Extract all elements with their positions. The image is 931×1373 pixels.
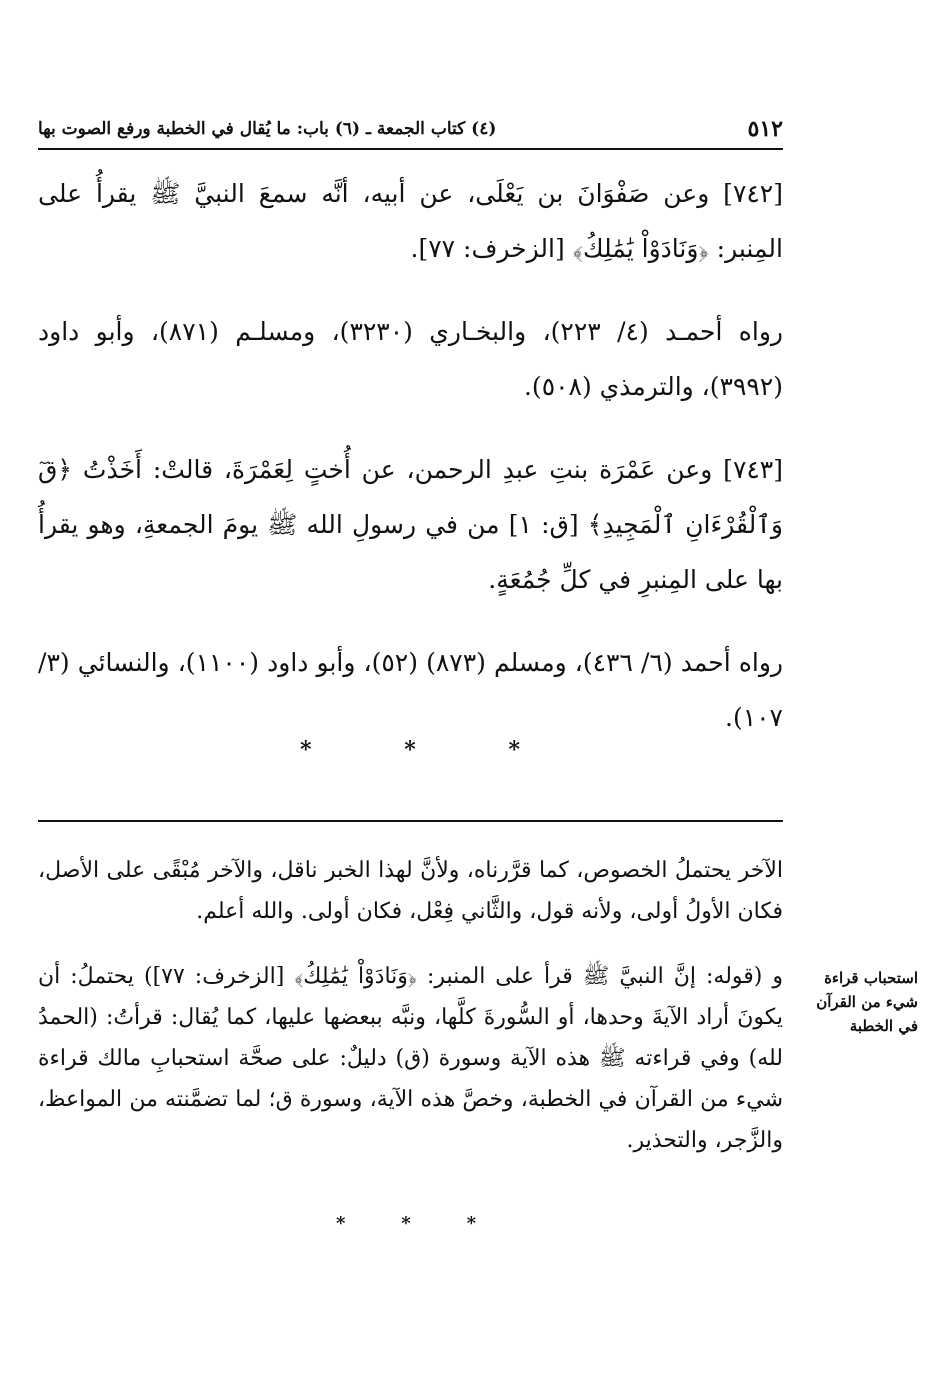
hadith-742-sources: رواه أحمـد (٤/ ٢٢٣)، والبخـاري (٣٢٣٠)، ومسلـم (٨٧١)، وأبو داود (٣٩٩٢)، والترمذي (٥٠٨). [38, 317, 783, 401]
separator-star: * [404, 737, 416, 763]
hadith-742: [٧٤٢] وعن صَفْوَانَ بن يَعْلَى، عن أبيه، أنَّه سمعَ النبيَّ ﷺ يقرأُ على المِنبر: ﴿وَنَادَوْاْ يَٰمَٰلِكُ﴾ [الزخرف: ٧٧]. [38, 179, 783, 263]
commentary-rule [38, 820, 783, 822]
separator-star: * [300, 737, 312, 763]
page-number: ٥١٢ [747, 116, 783, 142]
margin-note: استحباب قراءة شيء من القرآن في الخطبة [816, 969, 918, 1035]
running-title: (٤) كتاب الجمعة ـ (٦) باب: ما يُقال في الخطبة ورفع الصوت بها [38, 119, 497, 139]
end-separator [336, 1206, 476, 1240]
header-rule [38, 148, 783, 150]
section-separator [300, 728, 520, 772]
separator-star: * [466, 1212, 476, 1234]
commentary-section [38, 850, 783, 1161]
separator-star: * [401, 1212, 411, 1234]
hadith-section [38, 166, 783, 745]
hadith-743-sources: رواه أحمد (٦/ ٤٣٦)، ومسلم (٨٧٣) (٥٢)، وأبو داود (١١٠٠)، والنسائي (٣/ ١٠٧). [38, 648, 784, 732]
commentary-paragraph: الآخر يحتملُ الخصوص، كما قرَّرناه، ولأنَّ لهذا الخبر ناقل، والآخر مُبْقًى على الأصل، فكان الأولُ أولى، ولأنه قول، والثَّاني فِعْل، فكان أولى. والله أعلم. [38, 858, 783, 924]
page-header [38, 100, 783, 144]
separator-star: * [336, 1212, 346, 1234]
commentary-paragraph: و (قوله: إنَّ النبيَّ ﷺ قرأ على المنبر: ﴿وَنَادَوْاْ يَٰمَٰلِكُ﴾ [الزخرف: ٧٧]) يحتملُ: أن يكونَ أراد الآيةَ وحدها، أو السُّورةَ كلَّها، ونبَّه ببعضها عليها، كما يُقال: قرأتُ: (الحمدُ لله) وفي قراءته ﷺ هذه الآية وسورة (ق) دليلٌ: على صحَّة استحبابِ مالك قراءة شيء من القرآن في الخطبة، وخصَّ هذه الآية، وسورة ق؛ لما تضمَّنته من المواعظ، والزَّجر، والتحذير. [38, 964, 783, 1153]
separator-star: * [508, 737, 520, 763]
hadith-743: [٧٤٣] وعن عَمْرَة بنتِ عبدِ الرحمن، عن أُختٍ لِعَمْرَةَ، قالتْ: أَخَذْتُ ﴿قٓ وَٱلْقُرْءَانِ ٱلْمَجِيدِ﴾ [ق: ١] من في رسولِ الله ﷺ يومَ الجمعةِ، وهو يقرأُ بها على المِنبرِ في كلِّ جُمُعَةٍ. [38, 455, 783, 594]
